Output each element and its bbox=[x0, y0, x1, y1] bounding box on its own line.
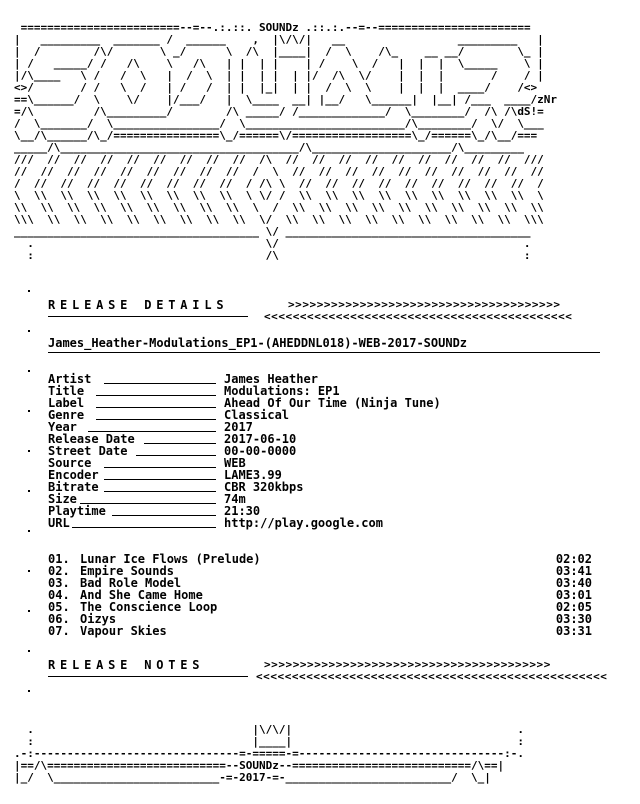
margin-dot bbox=[28, 450, 30, 452]
field-playtime bbox=[48, 504, 608, 516]
field-street-date bbox=[48, 444, 608, 456]
track-time: 02:02 bbox=[555, 552, 592, 566]
track-row bbox=[48, 600, 592, 612]
field-label: Genre bbox=[48, 408, 85, 422]
field-underline bbox=[72, 527, 216, 528]
track-time: 02:05 bbox=[555, 600, 592, 614]
track-title: And She Came Home bbox=[80, 588, 203, 602]
field-value: 74m bbox=[224, 492, 246, 506]
field-bitrate bbox=[48, 480, 608, 492]
footer-year: 2017 bbox=[239, 771, 266, 784]
track-title: Vapour Skies bbox=[80, 624, 167, 638]
margin-dot bbox=[28, 610, 30, 612]
track-title: The Conscience Loop bbox=[80, 600, 218, 614]
field-label: Year bbox=[48, 420, 77, 434]
margin-dot bbox=[28, 330, 30, 332]
field-release-date bbox=[48, 432, 608, 444]
field-value: James Heather bbox=[224, 372, 318, 386]
track-row bbox=[48, 552, 592, 564]
field-label-name bbox=[48, 396, 608, 408]
track-number: 07. bbox=[48, 624, 70, 638]
field-label: Size bbox=[48, 492, 77, 506]
margin-dot bbox=[28, 570, 30, 572]
field-value: LAME3.99 bbox=[224, 468, 282, 482]
track-number: 04. bbox=[48, 588, 70, 602]
footer-group-tag: SOUNDz bbox=[239, 759, 279, 772]
field-value: 21:30 bbox=[224, 504, 261, 518]
track-time: 03:41 bbox=[555, 564, 592, 578]
margin-dot bbox=[28, 690, 30, 692]
margin-dot bbox=[28, 410, 30, 412]
field-year bbox=[48, 420, 608, 432]
field-value: 00-00-0000 bbox=[224, 444, 297, 458]
field-label: URL bbox=[48, 516, 70, 530]
track-row bbox=[48, 564, 592, 576]
field-artist bbox=[48, 372, 608, 384]
margin-dot bbox=[28, 490, 30, 492]
margin-dot bbox=[28, 290, 30, 292]
field-size bbox=[48, 492, 608, 504]
margin-dot bbox=[28, 530, 30, 532]
track-time: 03:30 bbox=[555, 612, 592, 626]
release-details-underline bbox=[48, 316, 248, 317]
ascii-footer: . |\/\/| . : |____| : .-:-------------------------------=-=====-=-------------------------------:-. |==/\===========================--SOUNDz--===========================/\==| |_/ \_________________________-=-2017-=-_________________________/ \_| bbox=[14, 724, 524, 784]
track-time: 03:31 bbox=[555, 624, 592, 638]
track-title: Bad Role Model bbox=[80, 576, 182, 590]
track-row bbox=[48, 576, 592, 588]
field-value: http://play.google.com bbox=[224, 516, 383, 530]
ascii-logo-banner: ========================--=--.:.::. SOUNDz .::.:.--=--======================= | _________ _______ / ______ , |\/\/| __ _________ | | / /\/ \ _/ \ /\ |____| / \ /\_ __ __/ \_ | | / _____/ / /\ \ /\ | | | | | / \ / | | | \_____ \ | |/\____ \ / / \ | / \ | | | | | |/ /\ \/ | | | / / | <>/ / / \ / | / / | | |_| | | / \ \ | | | ____/ /<> ==\______/ \ \/ |/___/ | \____ __| |__/ \______| |__| /___ ____/zNr =/\ /\_________/ /\ _____/ /_____________/ \________/ /\ /\dS!= / \_______/ \________________/ \________________________/\________/ \/ \___ \__/\______/\_/================\_/======\/==================\_/======\_/\__/=== _____/\____________________________________/\_____________________/\_________ /// // // // // // // // // /\ // // // // // // // // // /// // // // // // // // // // / \ // // // // // // // // // // / // // // // // // // // / /\ \ // // // // // // // // // / \ \\ \\ \\ \\ \\ \\ \\ \\ \ \/ / \\ \\ \\ \\ \\ \\ \\ \\ \\ \ \\ \\ \\ \\ \\ \\ \\ \\ \\ \ / \\ \\ \\ \\ \\ \\ \\ \\ \\ \\ \\\ \\ \\ \\ \\ \\ \\ \\ \\ \/ \\ \\ \\ \\ \\ \\ \\ \\ \\ \\\ _____________________________________ \/ _____________________________________ . \/ . : /\ : bbox=[14, 22, 558, 262]
track-time: 03:40 bbox=[555, 576, 592, 590]
track-title: Lunar Ice Flows (Prelude) bbox=[80, 552, 261, 566]
track-row bbox=[48, 588, 592, 600]
release-details-arrows-left: <<<<<<<<<<<<<<<<<<<<<<<<<<<<<<<<<<<<<<<<<<< bbox=[264, 310, 573, 323]
release-filename: James_Heather-Modulations_EP1-(AHEDDNL018)-WEB-2017-SOUNDz bbox=[48, 336, 468, 350]
release-details-arrows-right: >>>>>>>>>>>>>>>>>>>>>>>>>>>>>>>>>>>>>> bbox=[288, 298, 561, 311]
field-value: Classical bbox=[224, 408, 290, 422]
release-notes-arrows-right: >>>>>>>>>>>>>>>>>>>>>>>>>>>>>>>>>>>>>>>> bbox=[264, 658, 551, 671]
field-label: Encoder bbox=[48, 468, 99, 482]
track-number: 06. bbox=[48, 612, 70, 626]
field-value: 2017 bbox=[224, 420, 253, 434]
release-notes-underline bbox=[48, 676, 248, 677]
field-url bbox=[48, 516, 608, 528]
track-number: 05. bbox=[48, 600, 70, 614]
release-details-title: RELEASE DETAILS bbox=[48, 298, 229, 312]
filename-rule bbox=[48, 352, 600, 353]
track-number: 02. bbox=[48, 564, 70, 578]
margin-dot bbox=[28, 370, 30, 372]
track-row bbox=[48, 612, 592, 624]
field-value: Ahead Of Our Time (Ninja Tune) bbox=[224, 396, 441, 410]
release-notes-arrows-left: <<<<<<<<<<<<<<<<<<<<<<<<<<<<<<<<<<<<<<<<<<<<<<<<< bbox=[256, 670, 608, 683]
field-label: Title bbox=[48, 384, 85, 398]
field-label: Artist bbox=[48, 372, 92, 386]
field-label: Release Date bbox=[48, 432, 135, 446]
header-group-tag: SOUNDz bbox=[259, 22, 299, 34]
field-label: Source bbox=[48, 456, 92, 470]
field-label: Playtime bbox=[48, 504, 106, 518]
field-label: Street Date bbox=[48, 444, 128, 458]
field-label: Bitrate bbox=[48, 480, 99, 494]
track-title: Empire Sounds bbox=[80, 564, 174, 578]
field-genre bbox=[48, 408, 608, 420]
field-value: WEB bbox=[224, 456, 246, 470]
track-number: 01. bbox=[48, 552, 70, 566]
release-notes-title: RELEASE NOTES bbox=[48, 658, 205, 672]
track-title: Oizys bbox=[80, 612, 117, 626]
track-row bbox=[48, 624, 592, 636]
field-encoder bbox=[48, 468, 608, 480]
track-time: 03:01 bbox=[555, 588, 592, 602]
field-title bbox=[48, 384, 608, 396]
field-label: Label bbox=[48, 396, 85, 410]
margin-dot bbox=[28, 650, 30, 652]
field-source bbox=[48, 456, 608, 468]
field-value: Modulations: EP1 bbox=[224, 384, 340, 398]
field-value: CBR 320kbps bbox=[224, 480, 304, 494]
field-value: 2017-06-10 bbox=[224, 432, 297, 446]
track-number: 03. bbox=[48, 576, 70, 590]
